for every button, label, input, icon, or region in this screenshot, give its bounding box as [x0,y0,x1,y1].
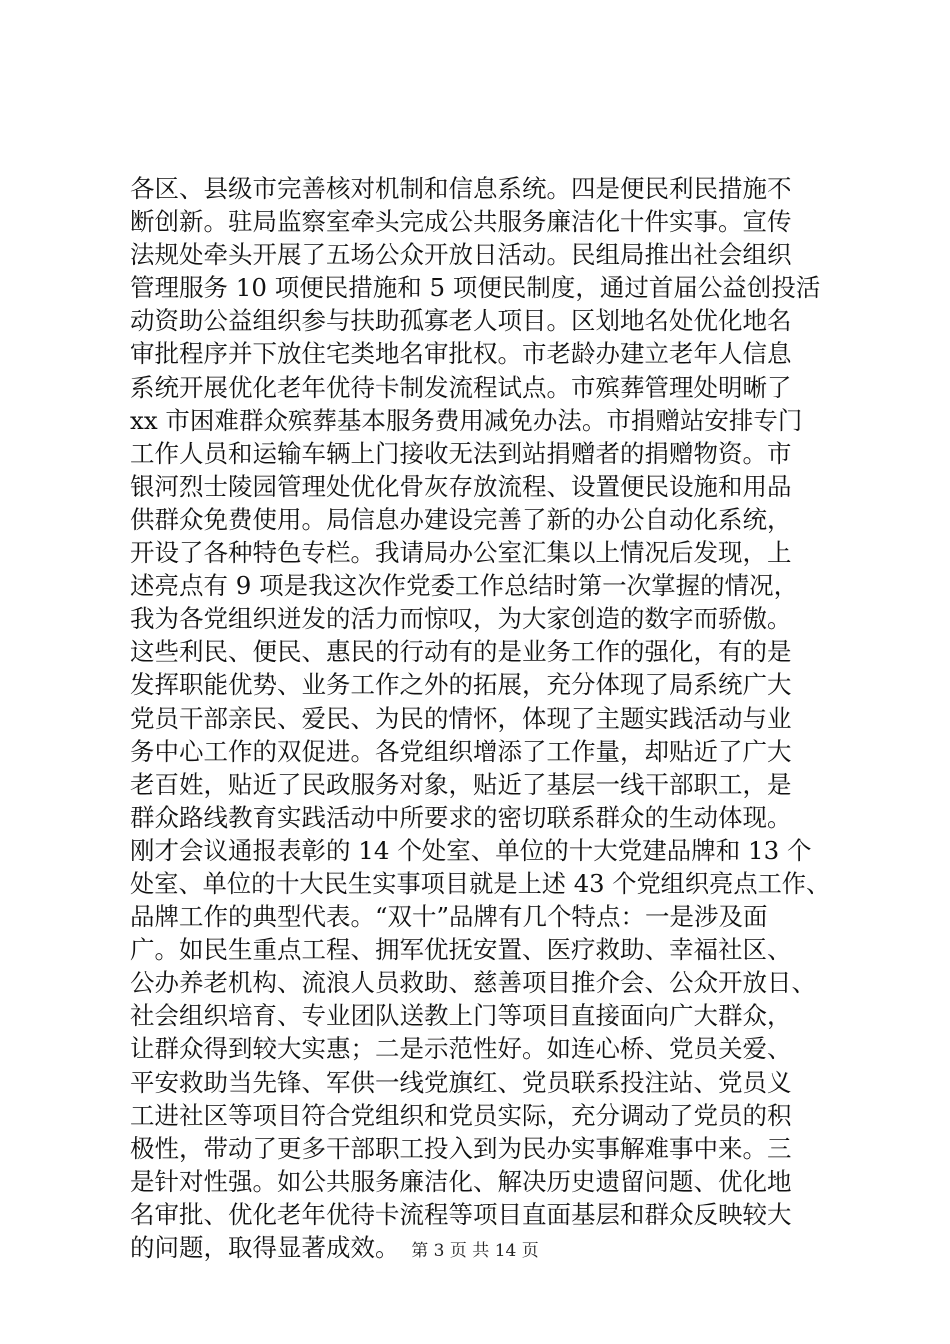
text-line: 老百姓，贴近了民政服务对象，贴近了基层一线干部职工，是 [130,769,792,799]
text-line: 断创新。驻局监察室牵头完成公共服务廉洁化十件实事。宣传 [130,207,792,237]
text-line: 这些利民、便民、惠民的行动有的是业务工作的强化，有的是 [130,637,792,667]
text-line: 品牌工作的典型代表。“双十”品牌有几个特点：一是涉及面 [130,902,768,932]
text-line: 我为各党组织迸发的活力而惊叹，为大家创造的数字而骄傲。 [130,604,792,634]
text-line: 处室、单位的十大民生实事项目就是上述 43 个党组织亮点工作、 [130,868,831,898]
text-line: 银河烈士陵园管理处优化骨灰存放流程、设置便民设施和用品 [130,471,792,501]
text-line: 刚才会议通报表彰的 14 个处室、单位的十大党建品牌和 13 个 [130,835,812,865]
text-line: 开设了各种特色专栏。我请局办公室汇集以上情况后发现，上 [130,538,792,568]
text-line: 社会组织培育、专业团队送教上门等项目直接面向广大群众， [130,1001,792,1031]
body-paragraph [130,172,830,1264]
text-line: 管理服务 10 项便民措施和 5 项便民制度，通过首届公益创投活 [130,273,821,303]
text-line: 发挥职能优势、业务工作之外的拓展，充分体现了局系统广大 [130,670,792,700]
text-line: 务中心工作的双促进。各党组织增添了工作量，却贴近了广大 [130,736,792,766]
text-line: 法规处牵头开展了五场公众开放日活动。民组局推出社会组织 [130,240,792,270]
text-line: 动资助公益组织参与扶助孤寡老人项目。区划地名处优化地名 [130,306,792,336]
text-line: 的问题，取得显著成效。 [130,1233,400,1262]
text-line: 公办养老机构、流浪人员救助、慈善项目推介会、公众开放日、 [130,968,816,998]
text-line: 系统开展优化老年优待卡制发流程试点。市殡葬管理处明晰了 [130,372,792,402]
text-line: 是针对性强。如公共服务廉洁化、解决历史遗留问题、优化地 [130,1166,792,1196]
page-footer: 第 3 页 共 14 页 [411,1241,539,1261]
text-line: 让群众得到较大实惠；二是示范性好。如连心桥、党员关爱、 [130,1034,792,1064]
text-line: 审批程序并下放住宅类地名审批权。市老龄办建立老年人信息 [130,339,792,369]
text-line: 极性，带动了更多干部职工投入到为民办实事解难事中来。三 [130,1133,792,1163]
text-line: 各区、县级市完善核对机制和信息系统。四是便民利民措施不 [130,174,792,203]
text-line: xx 市困难群众殡葬基本服务费用减免办法。市捐赠站安排专门 [130,405,803,435]
text-line: 供群众免费使用。局信息办建设完善了新的办公自动化系统， [130,504,792,534]
text-line: 广。如民生重点工程、拥军优抚安置、医疗救助、幸福社区、 [130,935,792,965]
text-line: 工进社区等项目符合党组织和党员实际，充分调动了党员的积 [130,1100,792,1130]
text-line: 党员干部亲民、爱民、为民的情怀，体现了主题实践活动与业 [130,703,792,733]
text-line: 平安救助当先锋、军供一线党旗红、党员联系投注站、党员义 [130,1067,792,1097]
text-line: 群众路线教育实践活动中所要求的密切联系群众的生动体现。 [130,802,792,832]
text-line: 述亮点有 9 项是我这次作党委工作总结时第一次掌握的情况， [130,571,799,601]
text-line: 工作人员和运输车辆上门接收无法到站捐赠者的捐赠物资。市 [130,438,792,468]
text-line: 名审批、优化老年优待卡流程等项目直面基层和群众反映较大 [130,1199,792,1229]
